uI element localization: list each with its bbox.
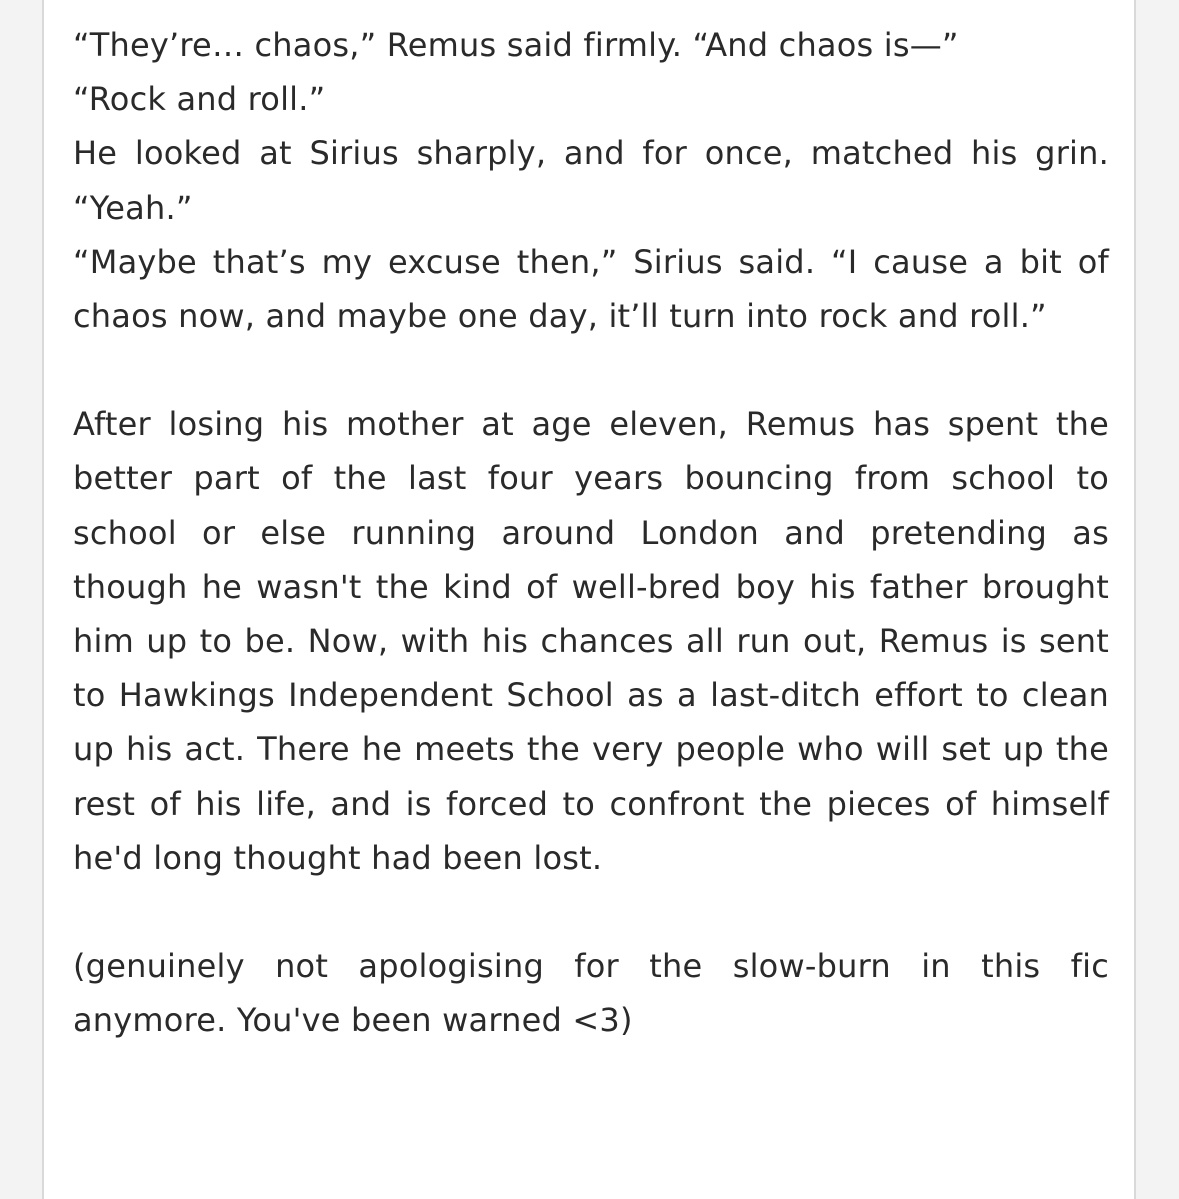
document-page xyxy=(42,0,1136,1199)
summary-paragraph: After losing his mother at age eleven, Remus has spent the better part of the last four years bouncing from school to school or else running around London and pretending as though he wasn't the kind of well-bred boy his father brought him up to be. Now, with his chances all run out, Remus is sent to Hawkings Independent School as a last-ditch effort to clean up his act. There he meets the very people who will set up the rest of his life, and is forced to confront the pieces of himself he'd long thought had been lost. xyxy=(73,405,1109,877)
author-note-block xyxy=(73,939,1109,1047)
document-body xyxy=(73,18,1109,1047)
author-note: (genuinely not apologising for the slow-burn in this fic anymore. You've been warned <3) xyxy=(73,947,1109,1040)
summary-block xyxy=(73,397,1109,885)
excerpt-line: “They’re… chaos,” Remus said firmly. “And chaos is—” xyxy=(73,26,959,64)
excerpt-block xyxy=(73,18,1109,343)
excerpt-line: “Rock and roll.” xyxy=(73,80,326,119)
excerpt-line: “Maybe that’s my excuse then,” Sirius said. “I cause a bit of chaos now, and maybe one day, it’ll turn into rock and roll.” xyxy=(73,242,1109,336)
excerpt-line: He looked at Sirius sharply, and for once, matched his grin. “Yeah.” xyxy=(73,134,1109,227)
